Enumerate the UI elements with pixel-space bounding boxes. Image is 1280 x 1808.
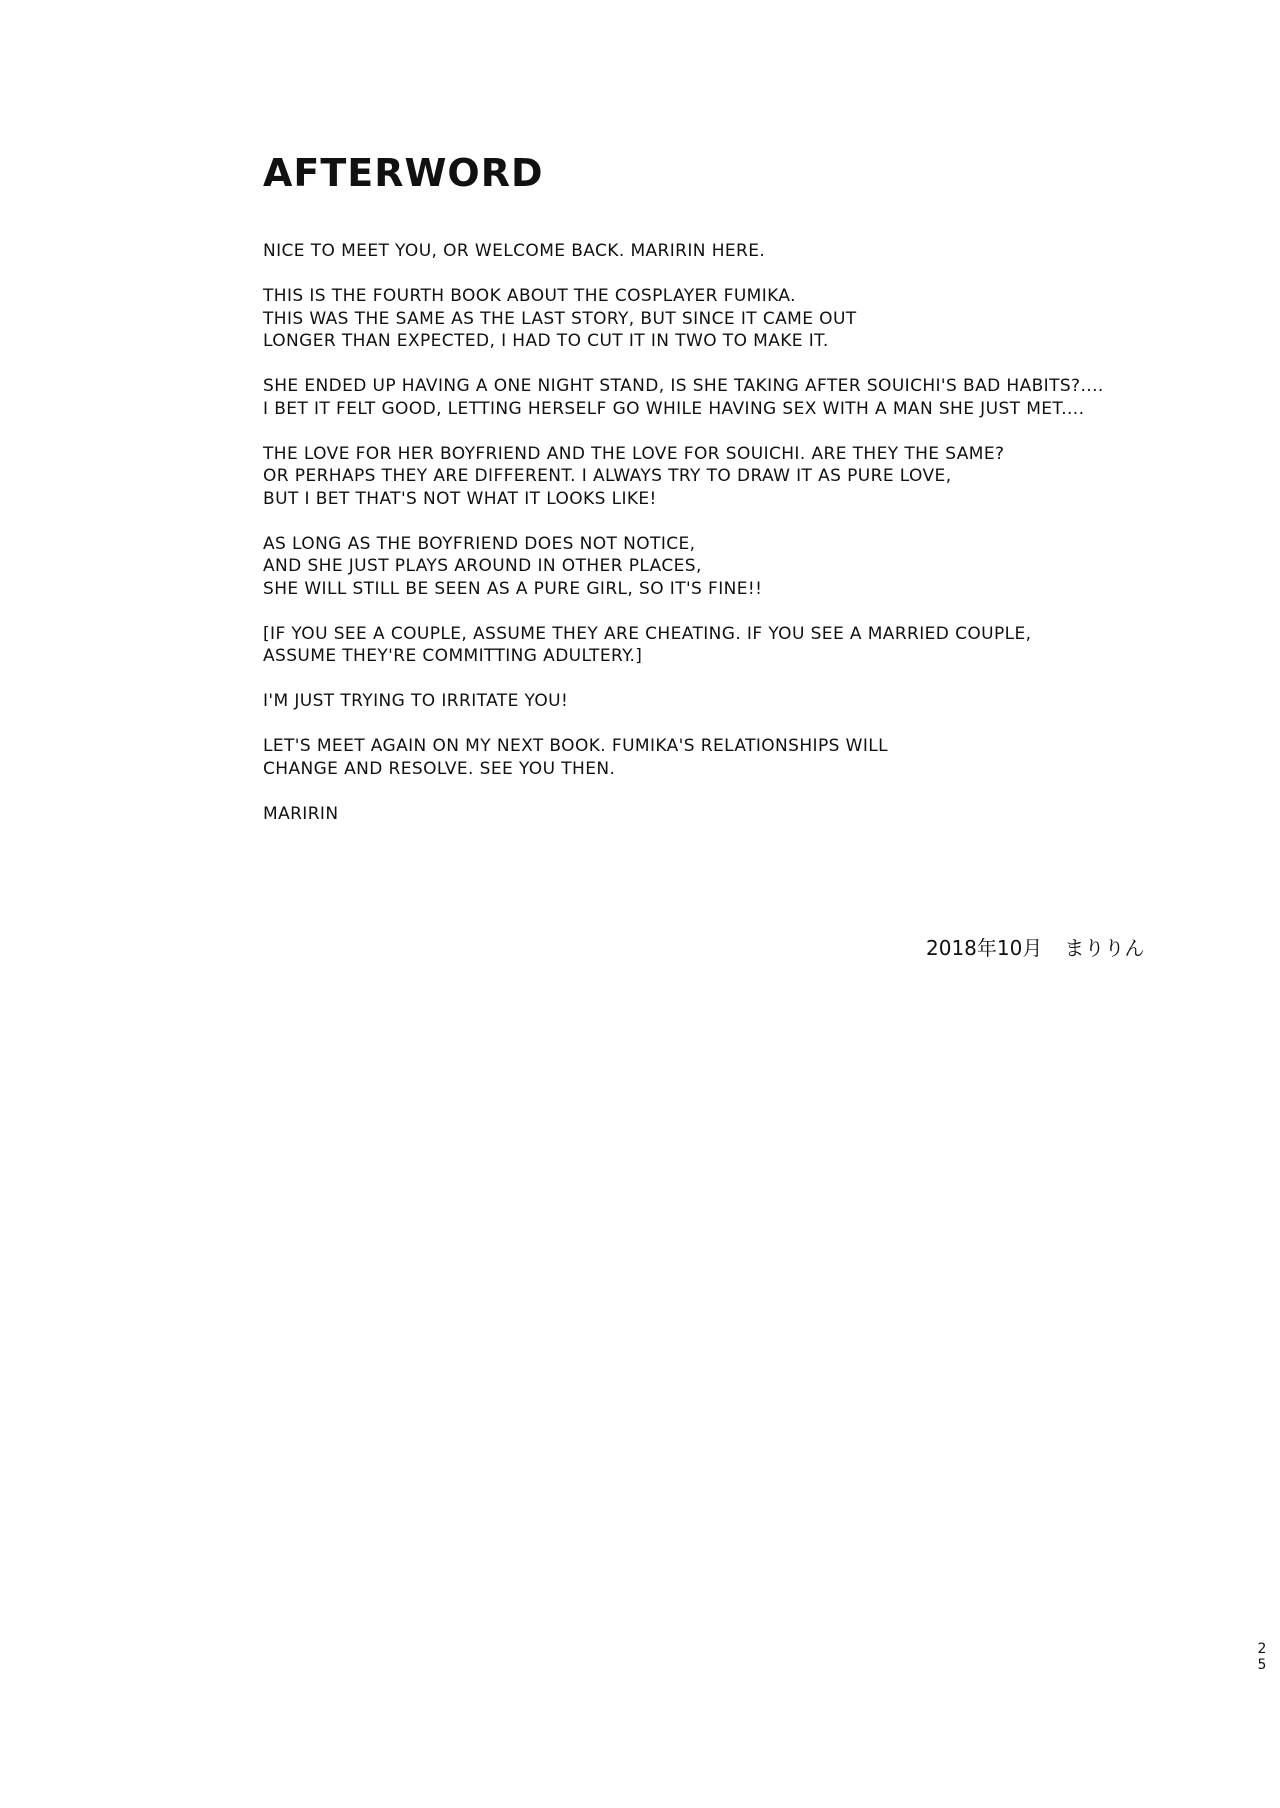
text-line: NICE TO MEET YOU, OR WELCOME BACK. MARIRIN HERE. — [263, 241, 766, 261]
text-line: THIS WAS THE SAME AS THE LAST STORY, BUT SINCE IT CAME OUT — [263, 308, 857, 329]
paragraph-2 — [263, 285, 1163, 353]
text-line: OR PERHAPS THEY ARE DIFFERENT. I ALWAYS TRY TO DRAW IT AS PURE LOVE, — [263, 466, 952, 486]
text-line: CHANGE AND RESOLVE. SEE YOU THEN. — [263, 758, 616, 779]
paragraph-7 — [263, 690, 1163, 713]
text-line: THIS IS THE FOURTH BOOK ABOUT THE COSPLAYER FUMIKA. — [263, 286, 796, 306]
text-line: I'M JUST TRYING TO IRRITATE YOU! — [263, 691, 569, 711]
text-line: [IF YOU SEE A COUPLE, ASSUME THEY ARE CHEATING. IF YOU SEE A MARRIED COUPLE, — [263, 623, 1032, 644]
afterword-body — [263, 240, 1163, 825]
page-number-digit: 2 — [1257, 1641, 1267, 1657]
paragraph-5 — [263, 533, 1163, 601]
date-text: 2018年10月 — [926, 936, 1043, 960]
text-line: BUT I BET THAT'S NOT WHAT IT LOOKS LIKE! — [263, 488, 657, 509]
text-line: SHE ENDED UP HAVING A ONE NIGHT STAND, IS SHE TAKING AFTER SOUICHI'S BAD HABITS?.... — [263, 376, 1104, 396]
paragraph-4 — [263, 443, 1163, 511]
paragraph-3 — [263, 375, 1163, 420]
text-line: I BET IT FELT GOOD, LETTING HERSELF GO WHILE HAVING SEX WITH A MAN SHE JUST MET.... — [263, 398, 1085, 419]
text-line: THE LOVE FOR HER BOYFRIEND AND THE LOVE FOR SOUICHI. ARE THEY THE SAME? — [263, 443, 1005, 464]
text-line: LONGER THAN EXPECTED, I HAD TO CUT IT IN TWO TO MAKE IT. — [263, 331, 829, 351]
page-title: AFTERWORD — [263, 151, 544, 195]
text-line: SHE WILL STILL BE SEEN AS A PURE GIRL, SO IT'S FINE!! — [263, 578, 763, 599]
signature: MARIRIN — [263, 803, 339, 824]
author-name-jp: まりりん — [1064, 936, 1145, 960]
paragraph-6 — [263, 623, 1163, 668]
text-line: LET'S MEET AGAIN ON MY NEXT BOOK. FUMIKA'S RELATIONSHIPS WILL — [263, 736, 888, 756]
text-line: AS LONG AS THE BOYFRIEND DOES NOT NOTICE, — [263, 533, 696, 554]
paragraph-1 — [263, 240, 1163, 263]
page-number-digit: 5 — [1257, 1657, 1267, 1673]
date-signature — [926, 934, 1144, 962]
paragraph-8 — [263, 735, 1163, 780]
page-number — [1256, 1641, 1268, 1673]
text-line: AND SHE JUST PLAYS AROUND IN OTHER PLACES, — [263, 556, 702, 576]
text-line: ASSUME THEY'RE COMMITTING ADULTERY.] — [263, 646, 643, 666]
